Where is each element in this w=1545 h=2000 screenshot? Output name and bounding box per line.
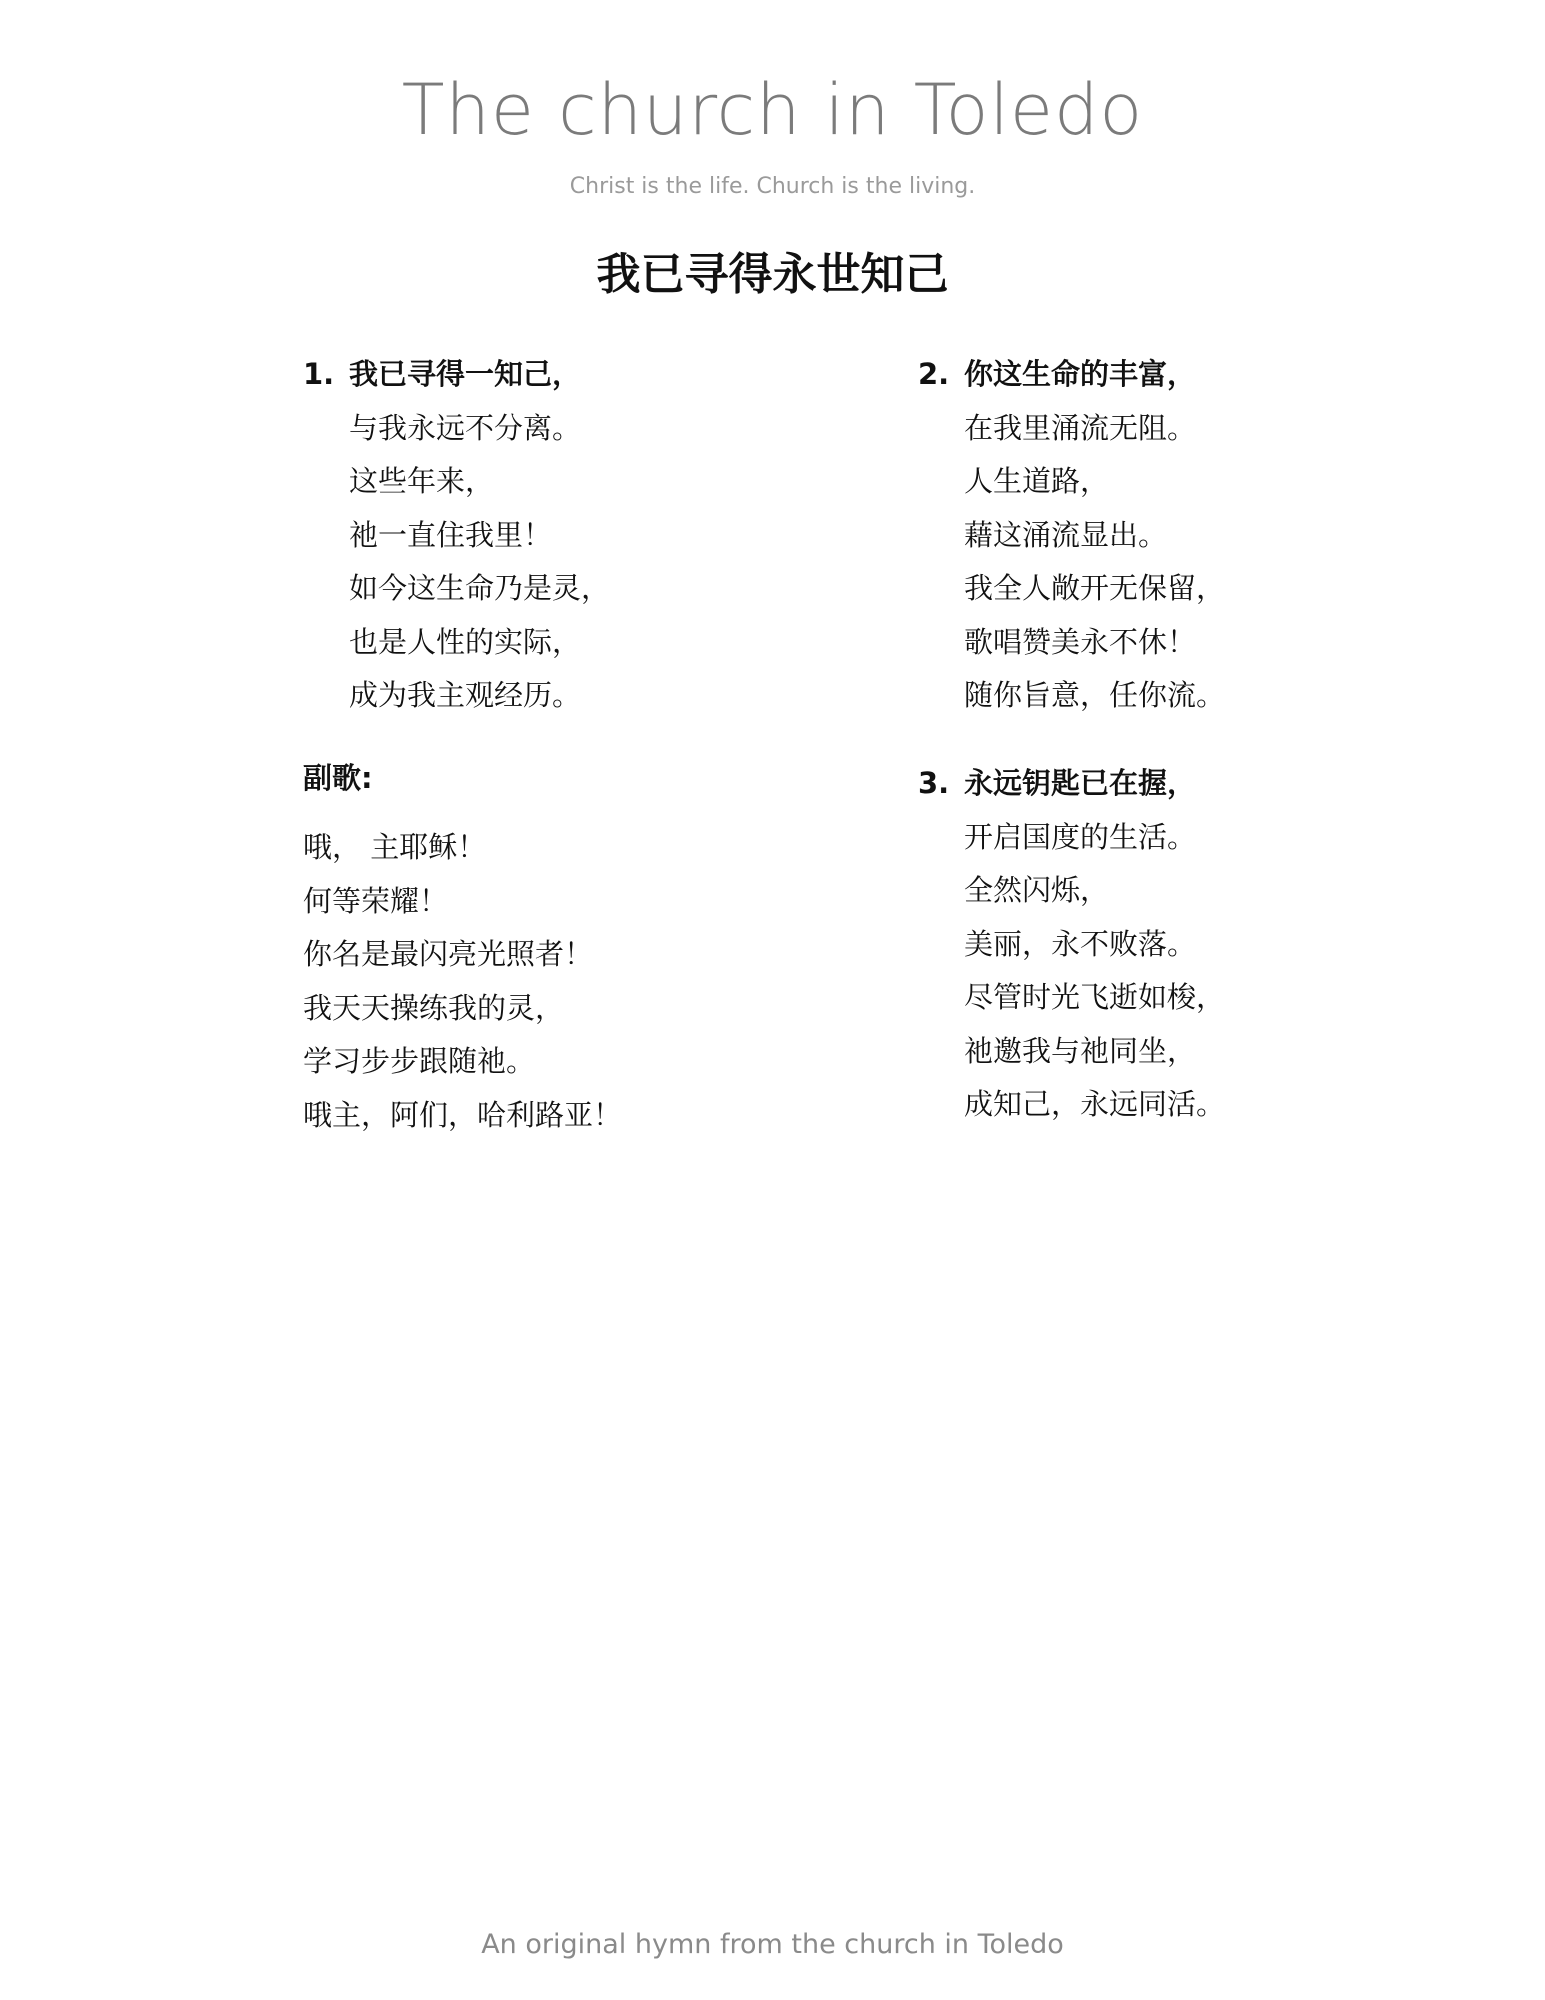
chorus-label: 副歌: bbox=[303, 761, 373, 795]
verse-line: 尽管时光飞逝如梭， bbox=[964, 980, 1226, 1014]
verse-line: 藉这涌流显出。 bbox=[964, 517, 1168, 552]
verse-line: 歌唱赞美永不休！ bbox=[964, 624, 1197, 659]
verse-line: 也是人性的实际， bbox=[349, 624, 582, 659]
chorus bbox=[303, 752, 622, 1142]
verse-line: 祂邀我与祂同坐， bbox=[964, 1033, 1197, 1068]
verse-line: 永远钥匙已在握， bbox=[964, 766, 1197, 800]
verse-3 bbox=[918, 757, 1225, 1132]
verse-line: 人生道路， bbox=[964, 464, 1110, 498]
chorus-line: 学习步步跟随祂。 bbox=[303, 1044, 536, 1078]
chorus-line: 何等荣耀！ bbox=[303, 883, 449, 918]
verse-number: 3. bbox=[918, 766, 950, 800]
verse-line: 这些年来， bbox=[349, 464, 495, 498]
page-header bbox=[0, 60, 1545, 202]
chorus-line: 你名是最闪亮光照者！ bbox=[303, 937, 594, 971]
verse-number: 2. bbox=[918, 357, 950, 391]
verse-line: 你这生命的丰富， bbox=[964, 357, 1197, 391]
verse-number: 1. bbox=[303, 357, 335, 391]
verse-line: 成知己，永远同活。 bbox=[964, 1087, 1226, 1121]
hymn-title: 我已寻得永世知己 bbox=[596, 249, 949, 300]
chorus-line: 我天天操练我的灵， bbox=[303, 990, 565, 1025]
verse-line: 我已寻得一知己， bbox=[349, 357, 582, 391]
tagline: Christ is the life. Church is the living. bbox=[569, 174, 976, 199]
verse-line: 祂一直住我里！ bbox=[349, 517, 553, 552]
verse-line: 在我里涌流无阻。 bbox=[964, 410, 1197, 445]
verse-2 bbox=[918, 348, 1225, 723]
footer-text: An original hymn from the church in Toledo bbox=[481, 1929, 1064, 1960]
verse-line: 美丽，永不败落。 bbox=[964, 926, 1197, 961]
church-name: The church in Toledo bbox=[401, 69, 1144, 151]
verse-line: 随你旨意，任你流。 bbox=[964, 678, 1226, 712]
chorus-line: 哦主，阿们，哈利路亚！ bbox=[303, 1097, 623, 1132]
verse-line: 全然闪烁， bbox=[964, 873, 1110, 907]
verse-line: 我全人敞开无保留， bbox=[964, 571, 1226, 605]
verse-1 bbox=[303, 348, 610, 723]
verse-line: 成为我主观经历。 bbox=[349, 678, 582, 712]
verse-line: 与我永远不分离。 bbox=[349, 410, 582, 445]
verse-line: 开启国度的生活。 bbox=[964, 819, 1197, 854]
verse-line: 如今这生命乃是灵， bbox=[349, 571, 611, 605]
chorus-line: 哦， 主耶稣！ bbox=[303, 830, 487, 864]
